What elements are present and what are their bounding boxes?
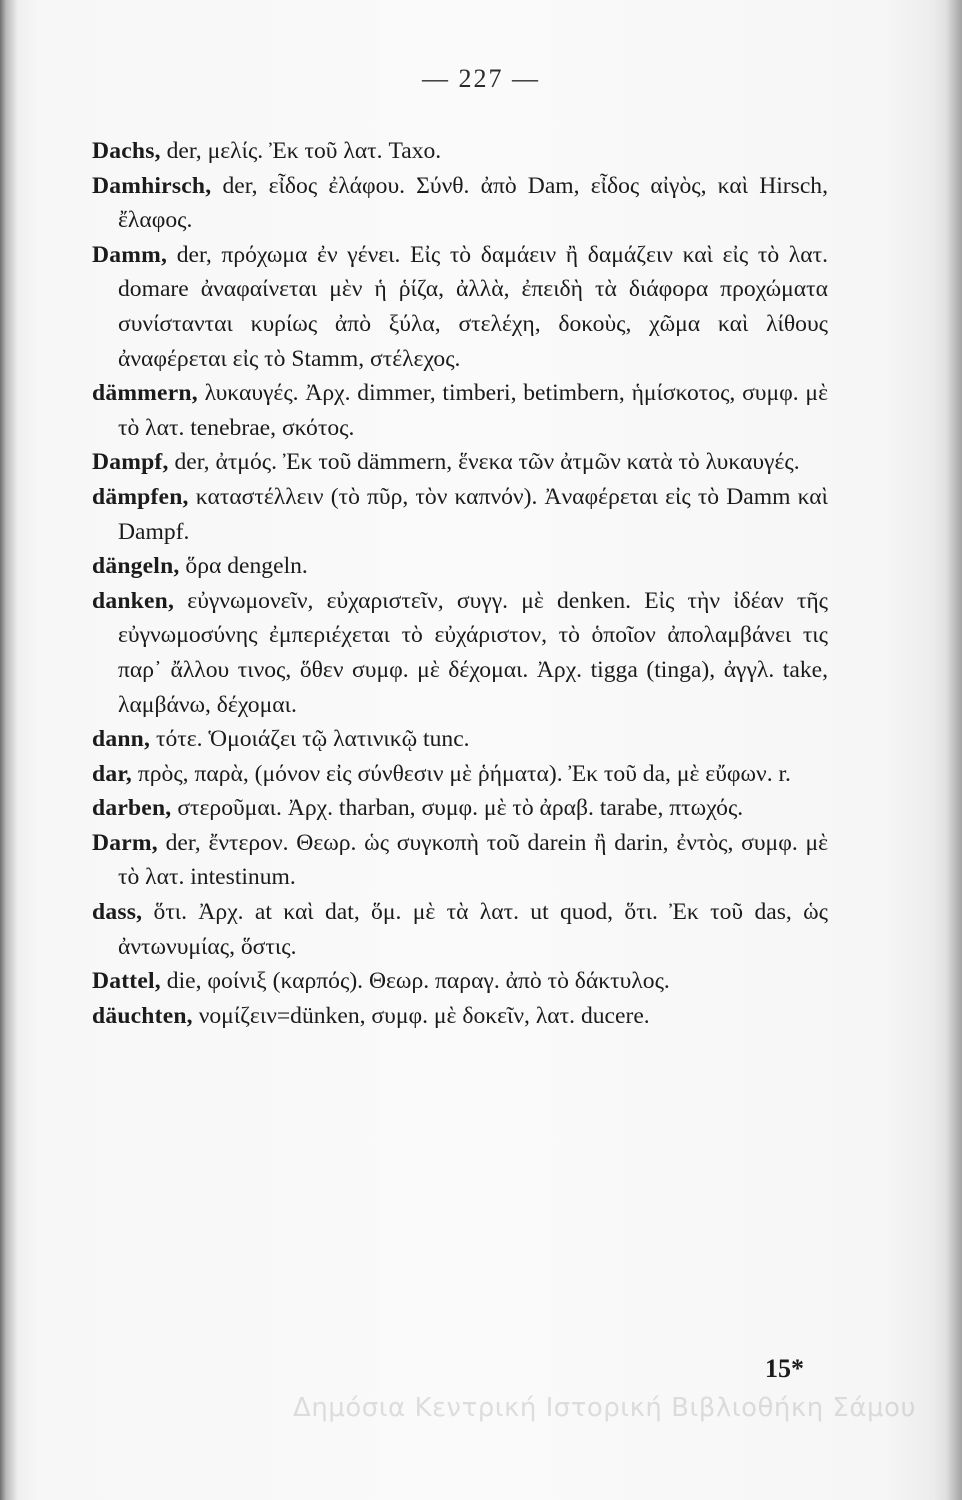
- entry-text: der, εἶδος ἐλάφου. Σύνθ. ἀπὸ Dam, εἶδος αἰγὸς, καὶ Hirsch, ἔλαφος.: [118, 172, 828, 234]
- dictionary-entry: [92, 480, 828, 549]
- entry-text: νομίζειν=dünken, συμφ. μὲ δοκεῖν, λατ. ducere.: [198, 1002, 650, 1029]
- entry-text: εὐγνωμονεῖν, εὐχαριστεῖν, συγγ. μὲ denken. Εἰς τὴν ἰδέαν τῆς εὐγνωμοσύνης ἐμπεριέχεται τὸ εὐχάριστον, τὸ ὁποῖον ἀπολαμβάνει τις παρ᾿ ἄλλου τινος, ὅθεν συμφ. μὲ δέχομαι. Ἀρχ. tigga (tinga), ἀγγλ. take, λαμβάνω, δέχομαι.: [118, 587, 829, 718]
- entry-headword: Damm,: [92, 241, 168, 268]
- page-edge-shadow: [946, 0, 962, 1500]
- entry-headword: Dattel,: [92, 968, 161, 995]
- entry-text: der, ἔντερον. Θεωρ. ὡς συγκοπὴ τοῦ darein ἢ darin, ἐντὸς, συμφ. μὲ τὸ λατ. intestinum.: [118, 829, 829, 891]
- entry-headword: dass,: [92, 899, 143, 926]
- dictionary-entry: [92, 757, 828, 792]
- entry-headword: Darm,: [92, 829, 158, 856]
- entry-headword: Dampf,: [92, 449, 169, 476]
- dictionary-entry: [92, 722, 828, 757]
- entry-text: der, μελίς. Ἐκ τοῦ λατ. Taxo.: [166, 138, 442, 164]
- entry-headword: darben,: [92, 795, 172, 822]
- dictionary-entry: [92, 134, 828, 169]
- entry-headword: Damhirsch,: [92, 172, 212, 199]
- entry-text: die, φοίνιξ (καρπός). Θεωρ. παραγ. ἀπὸ τὸ δάκτυλος.: [166, 968, 670, 995]
- entry-headword: danken,: [92, 587, 175, 614]
- entry-headword: dämmern,: [92, 380, 198, 407]
- dictionary-entry: [92, 169, 828, 238]
- dictionary-entry: [92, 895, 828, 964]
- dictionary-entry: [92, 584, 828, 722]
- dictionary-entry: [92, 999, 828, 1034]
- entry-headword: däuchten,: [92, 1002, 193, 1029]
- entry-headword: dar,: [92, 760, 132, 787]
- entry-text: πρὸς, παρὰ, (μόνον εἰς σύνθεσιν μὲ ῥήματα). Ἐκ τοῦ da, μὲ εὔφων. r.: [137, 760, 791, 787]
- entry-text: στεροῦμαι. Ἀρχ. tharban, συμφ. μὲ τὸ ἀραβ. tarabe, πτωχός.: [177, 795, 744, 822]
- entry-text: λυκαυγές. Ἀρχ. dimmer, timberi, betimbern, ἡμίσκοτος, συμφ. μὲ τὸ λατ. tenebrae, σκότος.: [118, 380, 828, 441]
- entry-headword: dämpfen,: [92, 483, 189, 510]
- dictionary-entry: [92, 964, 828, 999]
- dictionary-entry: [92, 376, 828, 445]
- dictionary-entries: [92, 134, 828, 1033]
- entry-headword: dängeln,: [92, 553, 180, 580]
- page-number: — 227 —: [422, 64, 540, 93]
- entry-text: der, πρόχωμα ἐν γένει. Εἰς τὸ δαμάειν ἢ δαμάζειν καὶ εἰς τὸ λατ. domare ἀναφαίνεται μὲν ἡ ῥίζα, ἀλλὰ, ἐπειδὴ τὰ διάφορα προχώματα συνίστανται κυρίως ἀπὸ ξύλα, στελέχη, δοκοὺς, χῶμα καὶ λίθους ἀναφέρεται εἰς τὸ Stamm, στέλεχος.: [118, 241, 828, 372]
- dictionary-entry: [92, 238, 828, 376]
- entry-text: ὅρα dengeln.: [185, 553, 308, 580]
- entry-text: καταστέλλειν (τὸ πῦρ, τὸν καπνόν). Ἀναφέρεται εἰς τὸ Damm καὶ Dampf.: [118, 483, 828, 545]
- dictionary-entry: [92, 445, 828, 480]
- entry-headword: dann,: [92, 726, 151, 753]
- dictionary-entry: [92, 826, 828, 895]
- dictionary-entry: [92, 549, 828, 584]
- entry-text: ὅτι. Ἀρχ. at καὶ dat, ὅμ. μὲ τὰ λατ. ut quod, ὅτι. Ἐκ τοῦ das, ὡς ἀντωνυμίας, ὅστις.: [118, 899, 828, 960]
- library-watermark: Δημόσια Κεντρική Ιστορική Βιβλιοθήκη Σάμου: [293, 1393, 916, 1423]
- entry-text: der, ἀτμός. Ἐκ τοῦ dämmern, ἕνεκα τῶν ἀτμῶν κατὰ τὸ λυκαυγές.: [174, 449, 800, 476]
- entry-headword: Dachs,: [92, 138, 161, 164]
- dictionary-entry: [92, 791, 828, 826]
- signature-mark: 15*: [765, 1354, 804, 1383]
- entry-text: τότε. Ὁμοιάζει τῷ λατινικῷ tunc.: [155, 726, 470, 753]
